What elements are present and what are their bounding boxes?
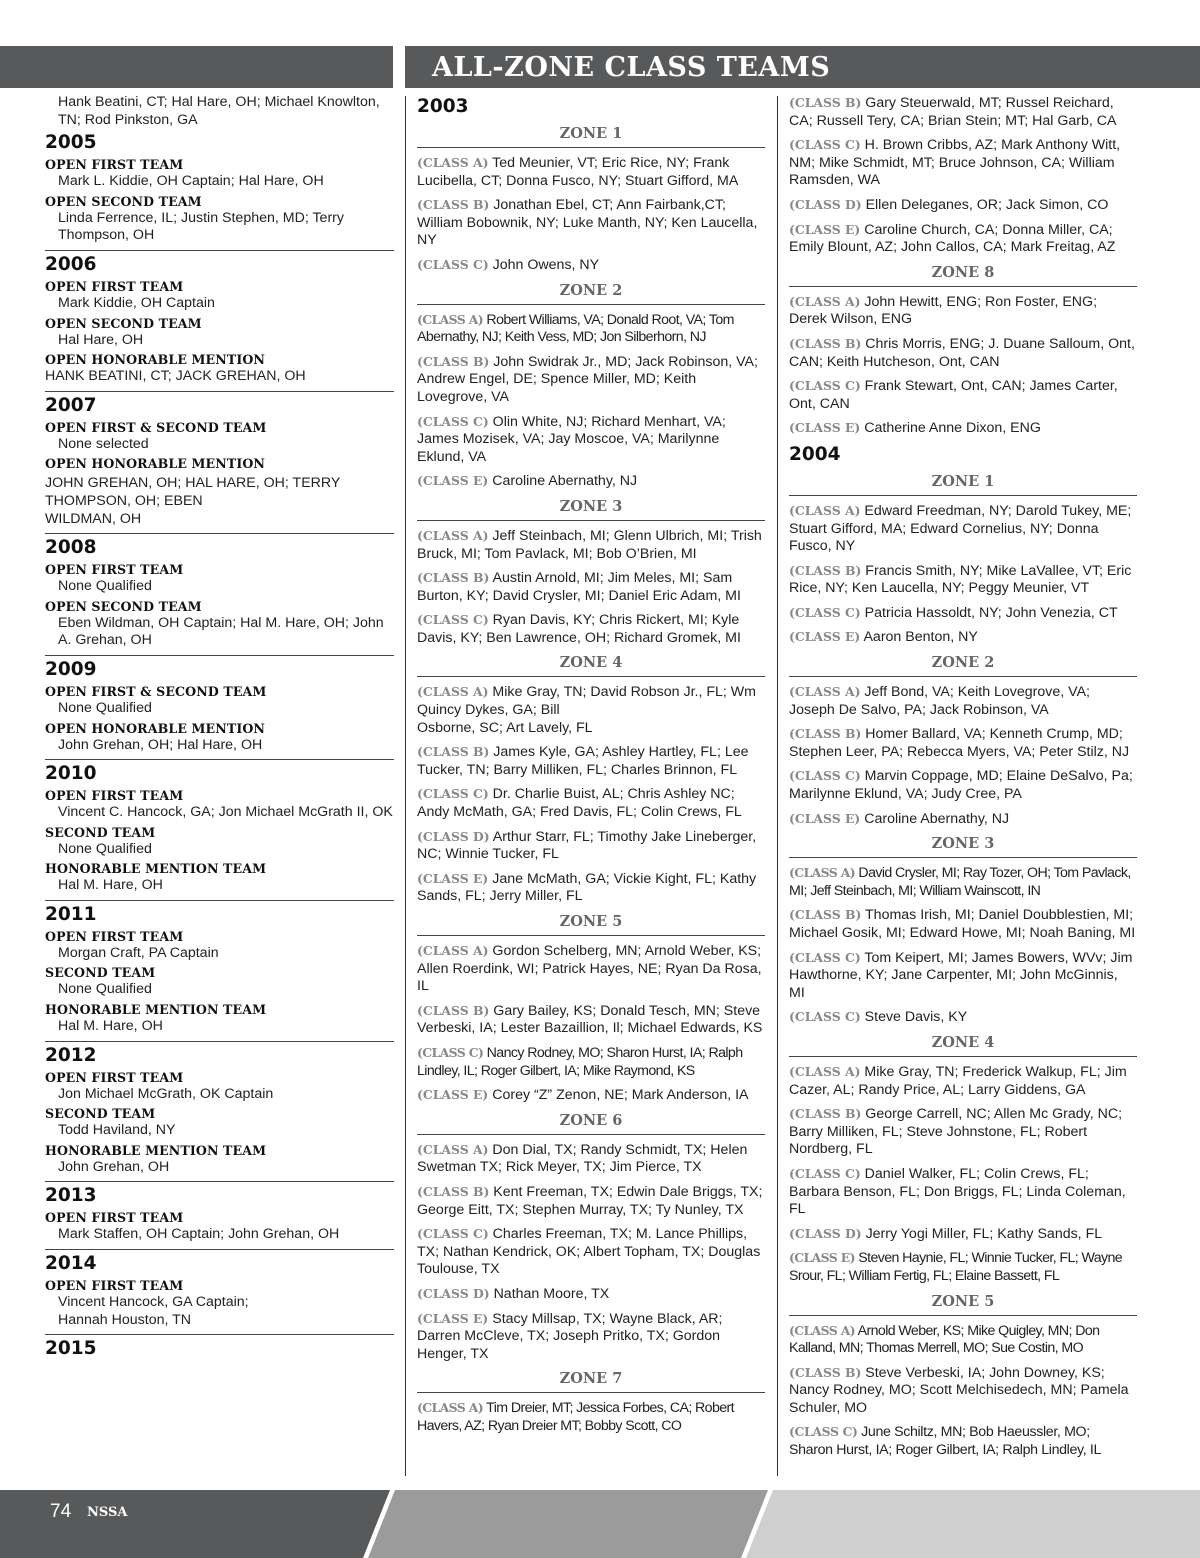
class-members: Mike Gray, TN; David Robson Jr., FL; Wm Quincy Dykes, GA; Bill <box>417 684 756 719</box>
class-label: (CLASS A) <box>417 684 489 700</box>
class-label: (CLASS E) <box>789 221 861 237</box>
class-entry <box>417 1044 765 1080</box>
class-label: (CLASS B) <box>789 95 862 110</box>
zone-heading: ZONE 3 <box>417 497 765 521</box>
team-members: Mark Staffen, OH Captain; John Grehan, OH <box>58 1226 340 1243</box>
class-members: Tim Dreier, MT; Jessica Forbes, CA; Robert Havers, AZ; Ryan Dreier MT; Bobby Scott, CO <box>417 1400 735 1434</box>
class-members: Don Dial, TX; Randy Schmidt, TX; Helen Swetman TX; Rick Meyer, TX; Jim Pierce, TX <box>417 1141 748 1176</box>
class-entry <box>417 1310 765 1364</box>
team-members: HANK BEATINI, CT; JACK GREHAN, OH <box>45 368 306 385</box>
class-entry <box>417 154 765 190</box>
class-label: (CLASS A) <box>789 865 856 881</box>
class-entry <box>789 136 1137 190</box>
team-heading: OPEN SECOND TEAM <box>45 315 202 331</box>
class-label: (CLASS B) <box>417 744 490 760</box>
class-entry <box>789 949 1137 1003</box>
class-members: Gordon Schelberg, MN; Arnold Weber, KS; Allen Roerdink, WI; Patrick Hayes, NE; Ryan Da Rosa, IL <box>417 943 762 995</box>
zone-heading: ZONE 4 <box>417 653 765 677</box>
year-heading: 2008 <box>45 537 97 559</box>
zone-heading: ZONE 2 <box>417 281 765 305</box>
class-members: Gary Bailey, KS; Donald Tesch, MN; Steve Verbeski, IA; Lester Bazaillion, Il; Michael Edwards, KS <box>417 1002 763 1037</box>
class-label: (CLASS C) <box>789 604 861 620</box>
class-members: Kent Freeman, TX; Edwin Dale Briggs, TX; George Eitt, TX; Stephen Murray, TX; Ty Nunley, TX <box>417 1183 763 1218</box>
class-label: (CLASS B) <box>417 1002 490 1018</box>
team-members: John Grehan, OH <box>58 1158 170 1175</box>
class-label: (CLASS A) <box>417 311 484 327</box>
class-label: (CLASS B) <box>417 197 490 213</box>
class-label: (CLASS D) <box>417 828 490 844</box>
class-entry <box>789 810 1137 829</box>
team-members: Linda Ferrence, IL; Justin Stephen, MD; Terry Thompson, OH <box>58 209 344 244</box>
zone-heading: ZONE 7 <box>417 1369 765 1393</box>
class-label: (CLASS C) <box>789 1424 858 1440</box>
class-members: Caroline Church, CA; Donna Miller, CA; Emily Blount, AZ; John Callos, CA; Mark Freitag, AZ <box>789 221 1116 256</box>
divider <box>45 900 394 901</box>
class-members: George Carrell, NC; Allen Mc Grady, NC; Barry Milliken, FL; Steve Johnstone, FL; Robert Nordberg, FL <box>789 1106 1123 1158</box>
year-heading: 2005 <box>45 132 97 154</box>
class-members: James Kyle, GA; Ashley Hartley, FL; Lee Tucker, TN; Barry Milliken, FL; Charles Brinnon, FL <box>417 744 749 778</box>
class-entry <box>417 1399 765 1435</box>
team-heading: OPEN FIRST TEAM <box>45 278 184 294</box>
year-heading: 2004 <box>789 443 841 465</box>
team-members: None Qualified <box>58 699 152 716</box>
team-heading: OPEN HONORABLE MENTION <box>45 352 266 368</box>
divider <box>45 250 394 251</box>
class-label: (CLASS D) <box>789 1225 862 1241</box>
year-heading: 2014 <box>45 1253 97 1275</box>
class-members: Chris Morris, ENG; J. Duane Salloum, Ont, CAN; Keith Hutcheson, Ont, CAN <box>789 335 1135 370</box>
class-entry <box>789 906 1137 942</box>
footer-band-light <box>746 1490 1200 1558</box>
team-members: Eben Wildman, OH Captain; Hal M. Hare, OH; John A. Grehan, OH <box>58 614 384 649</box>
zone-heading: ZONE 1 <box>789 472 1137 496</box>
class-entry <box>789 196 1137 215</box>
class-label: (CLASS B) <box>789 907 862 923</box>
zone-heading: ZONE 1 <box>417 124 765 148</box>
class-members: H. Brown Cribbs, AZ; Mark Anthony Witt, NM; Mike Schmidt, MT; Bruce Johnson, CA; William Ramsden, WA <box>789 137 1121 189</box>
column-2004 <box>789 94 1137 1466</box>
class-entry <box>789 864 1137 900</box>
team-heading: OPEN FIRST TEAM <box>45 1210 184 1226</box>
page-title: ALL-ZONE CLASS TEAMS <box>432 52 831 83</box>
team-members: Morgan Craft, PA Captain <box>58 944 219 961</box>
team-heading: HONORABLE MENTION TEAM <box>45 1142 267 1158</box>
divider <box>45 655 394 656</box>
class-members: Caroline Abernathy, NJ <box>492 473 638 490</box>
class-members: Frank Stewart, Ont, CAN; James Carter, Ont, CAN <box>789 378 1118 412</box>
class-members: Austin Arnold, MI; Jim Meles, MI; Sam Burton, KY; David Crysler, MI; Daniel Eric Adam, MI <box>417 570 741 604</box>
team-members: Hal Hare, OH <box>58 331 144 348</box>
class-entry <box>789 1225 1137 1244</box>
class-entry <box>789 419 1137 438</box>
class-label: (CLASS C) <box>789 768 861 784</box>
class-members: Steve Davis, KY <box>864 1009 968 1026</box>
divider <box>45 1041 394 1042</box>
class-entry <box>417 611 765 647</box>
class-entry <box>417 1225 765 1279</box>
team-members: Mark L. Kiddie, OH Captain; Hal Hare, OH <box>58 173 324 190</box>
team-heading: OPEN HONORABLE MENTION <box>45 720 266 736</box>
class-label: (CLASS A) <box>417 527 489 543</box>
class-entry <box>789 1364 1137 1418</box>
class-members: Aaron Benton, NY <box>863 629 978 646</box>
class-label: (CLASS A) <box>417 155 489 170</box>
class-entry <box>417 1285 765 1304</box>
class-members: Gary Steuerwald, MT; Russel Reichard, CA; Russell Tery, CA; Brian Stein; MT; Hal Garb, CA <box>789 95 1117 129</box>
team-heading: HONORABLE MENTION TEAM <box>45 1002 267 1018</box>
column-divider-1 <box>405 96 406 1476</box>
class-members: Ryan Davis, KY; Chris Rickert, MI; Kyle Davis, KY; Ben Lawrence, OH; Richard Gromek, MI <box>417 612 741 646</box>
class-entry <box>789 1165 1137 1219</box>
class-entry <box>789 562 1137 598</box>
class-entry <box>789 767 1137 803</box>
class-entry <box>789 94 1137 130</box>
class-entry <box>789 377 1137 413</box>
divider <box>45 759 394 760</box>
zone-heading: ZONE 8 <box>789 263 1137 287</box>
class-members: June Schiltz, MN; Bob Haeussler, MO; Sharon Hurst, IA; Roger Gilbert, IA; Ralph Lindley, IL <box>789 1424 1102 1459</box>
year-heading: 2010 <box>45 763 97 785</box>
class-label: (CLASS E) <box>789 420 861 436</box>
class-label: (CLASS B) <box>789 1106 862 1122</box>
zone-heading: ZONE 5 <box>789 1292 1137 1316</box>
class-members: Ellen Deleganes, OR; Jack Simon, CO <box>865 196 1109 213</box>
class-members: Robert Williams, VA; Donald Root, VA; Tom Abernathy, NJ; Keith Vess, MD; Jon Silberhorn, NJ <box>417 311 734 346</box>
class-entry <box>417 942 765 996</box>
year-heading: 2013 <box>45 1185 97 1207</box>
column-divider-2 <box>777 96 778 1476</box>
class-members: Olin White, NJ; Richard Menhart, VA; James Mozisek, VA; Jay Moscoe, VA; Marilynne Eklund, VA <box>417 413 726 465</box>
class-entry <box>789 683 1137 719</box>
zone-heading: ZONE 3 <box>789 834 1137 858</box>
class-members: Arnold Weber, KS; Mike Quigley, MN; Don Kalland, MN; Thomas Merrell, MO; Sue Costin, MO <box>789 1322 1100 1357</box>
class-members: Thomas Irish, MI; Daniel Doubblestien, MI; Michael Gosik, MI; Edward Howe, MI; Noah Baning, MI <box>789 907 1136 941</box>
class-members: Patricia Hassoldt, NY; John Venezia, CT <box>864 604 1118 621</box>
team-heading: OPEN FIRST TEAM <box>45 928 184 944</box>
class-label: (CLASS E) <box>417 473 489 489</box>
team-members: John Grehan, OH; Hal Hare, OH <box>58 736 263 753</box>
zone-heading: ZONE 2 <box>789 653 1137 677</box>
publication-name: NSSA <box>87 1505 128 1520</box>
class-label: (CLASS C) <box>417 256 489 272</box>
team-heading: OPEN FIRST & SECOND TEAM <box>45 419 267 435</box>
class-label: (CLASS A) <box>789 1322 856 1338</box>
header-bar-left <box>0 46 393 88</box>
class-members: Daniel Walker, FL; Colin Crews, FL; Barbara Benson, FL; Don Briggs, FL; Linda Coleman, FL <box>789 1165 1126 1218</box>
class-label: (CLASS E) <box>789 810 861 826</box>
team-members: None selected <box>58 435 149 452</box>
zone-heading: ZONE 6 <box>417 1111 765 1135</box>
class-label: (CLASS A) <box>789 502 861 518</box>
class-members: Arthur Starr, FL; Timothy Jake Lineberger, NC; Winnie Tucker, FL <box>417 828 757 863</box>
team-heading: SECOND TEAM <box>45 965 156 981</box>
zone-heading: ZONE 4 <box>789 1033 1137 1057</box>
class-label: (CLASS E) <box>417 1087 489 1103</box>
class-members: Jonathan Ebel, CT; Ann Fairbank,CT; William Bobownik, NY; Luke Manth, NY; Ken Laucella, NY <box>417 197 758 249</box>
class-label: (CLASS C) <box>789 137 861 153</box>
team-members: Todd Haviland, NY <box>58 1122 176 1139</box>
class-members: Jeff Steinbach, MI; Glenn Ulbrich, MI; Trish Bruck, MI; Tom Pavlack, MI; Bob O’Brien, MI <box>417 527 762 562</box>
class-entry <box>789 1249 1137 1285</box>
team-heading: SECOND TEAM <box>45 824 156 840</box>
class-members: Jerry Yogi Miller, FL; Kathy Sands, FL <box>865 1225 1103 1242</box>
team-heading: HONORABLE MENTION TEAM <box>45 861 267 877</box>
team-members: JOHN GREHAN, OH; HAL HARE, OH; TERRY THOMPSON, OH; EBEN <box>45 475 341 509</box>
class-label: (CLASS A) <box>789 293 861 309</box>
year-heading: 2003 <box>417 96 469 117</box>
class-entry <box>789 221 1137 257</box>
year-heading: 2009 <box>45 658 97 680</box>
class-members: Caroline Abernathy, NJ <box>864 810 1010 827</box>
class-entry <box>789 628 1137 647</box>
class-label: (CLASS C) <box>417 612 489 628</box>
divider <box>45 1181 394 1182</box>
team-members: None Qualified <box>58 981 152 998</box>
class-members: Jane McMath, GA; Vickie Kight, FL; Kathy Sands, FL; Jerry Miller, FL <box>417 870 757 905</box>
class-entry <box>789 1063 1137 1099</box>
team-members: Hannah Houston, TN <box>58 1311 192 1328</box>
class-entry <box>789 604 1137 623</box>
team-members: Mark Kiddie, OH Captain <box>58 294 215 311</box>
class-label: (CLASS A) <box>417 1141 489 1157</box>
class-members: Mike Gray, TN; Frederick Walkup, FL; Jim Cazer, AL; Randy Price, AL; Larry Giddens, GA <box>789 1063 1127 1098</box>
team-heading: OPEN HONORABLE MENTION <box>45 456 266 472</box>
class-members: Jeff Bond, VA; Keith Lovegrove, VA; Joseph De Salvo, PA; Jack Robinson, VA <box>789 684 1090 718</box>
class-members: Stacy Millsap, TX; Wayne Black, AR; Darren McCleve, TX; Joseph Pritko, TX; Gordon Henger, TX <box>417 1310 723 1362</box>
class-entry <box>417 785 765 821</box>
class-entry <box>417 311 765 347</box>
class-label: (CLASS B) <box>417 570 490 586</box>
class-entry <box>417 683 765 737</box>
class-entry <box>417 1002 765 1038</box>
class-entry <box>789 1423 1137 1459</box>
class-members: Tom Keipert, MI; James Bowers, WVv; Jim Hawthorne, KY; Jane Carpenter, MI; John McGinnis, MI <box>789 949 1133 1001</box>
class-entry <box>417 743 765 779</box>
class-label: (CLASS C) <box>417 1044 484 1060</box>
continued-names: Hank Beatini, CT; Hal Hare, OH; Michael Knowlton, TN; Rod Pinkston, GA <box>58 94 380 128</box>
class-label: (CLASS B) <box>789 562 862 578</box>
zone-heading: ZONE 5 <box>417 912 765 936</box>
class-entry <box>417 828 765 864</box>
class-members: Charles Freeman, TX; M. Lance Phillips, TX; Nathan Kendrick, OK; Albert Topham, TX; Douglas Toulouse, TX <box>417 1226 761 1278</box>
team-members: Jon Michael McGrath, OK Captain <box>58 1085 274 1102</box>
class-label: (CLASS B) <box>417 1183 490 1199</box>
class-members: Osborne, SC; Art Lavely, FL <box>417 719 593 736</box>
class-entry <box>417 413 765 467</box>
class-entry <box>417 1183 765 1219</box>
team-heading: OPEN SECOND TEAM <box>45 193 202 209</box>
class-members: Corey “Z” Zenon, NE; Mark Anderson, IA <box>492 1087 749 1104</box>
class-members: Steve Verbeski, IA; John Downey, KS; Nancy Rodney, MO; Scott Melchisedech, MN; Pamela Schuler, MO <box>789 1364 1129 1416</box>
class-label: (CLASS A) <box>417 1400 484 1416</box>
column-open-teams <box>45 94 394 1363</box>
class-label: (CLASS B) <box>789 1364 862 1380</box>
class-entry <box>417 527 765 563</box>
class-label: (CLASS A) <box>417 943 489 958</box>
class-entry <box>417 1141 765 1177</box>
class-entry <box>417 1086 765 1105</box>
team-members: Vincent C. Hancock, GA; Jon Michael McGrath II, OK <box>58 804 393 821</box>
team-heading: OPEN FIRST TEAM <box>45 1069 184 1085</box>
team-members: Hal M. Hare, OH <box>58 877 163 894</box>
class-label: (CLASS E) <box>417 870 489 886</box>
divider <box>45 391 394 392</box>
class-entry <box>789 725 1137 761</box>
class-label: (CLASS E) <box>789 1250 855 1266</box>
class-entry <box>789 293 1137 329</box>
class-entry <box>417 870 765 906</box>
class-label: (CLASS C) <box>789 949 861 965</box>
class-label: (CLASS C) <box>789 378 861 394</box>
class-members: Steven Haynie, FL; Winnie Tucker, FL; Wayne Srour, FL; William Fertig, FL; Elaine Bassett, FL <box>789 1250 1123 1284</box>
class-entry <box>789 1105 1137 1159</box>
class-entry <box>789 1322 1137 1358</box>
class-label: (CLASS D) <box>789 196 862 212</box>
class-label: (CLASS B) <box>789 335 862 351</box>
class-members: Nathan Moore, TX <box>493 1285 610 1302</box>
team-members: WILDMAN, OH <box>45 510 142 527</box>
team-heading: OPEN FIRST TEAM <box>45 562 184 578</box>
class-label: (CLASS C) <box>417 786 489 802</box>
page-number: 74 <box>50 1501 72 1522</box>
class-label: (CLASS B) <box>417 353 490 369</box>
team-members: None Qualified <box>58 578 152 595</box>
class-label: (CLASS D) <box>417 1285 490 1301</box>
team-members: Hal M. Hare, OH <box>58 1018 163 1035</box>
class-members: Homer Ballard, VA; Kenneth Crump, MD; Stephen Leer, PA; Rebecca Myers, VA; Peter Stilz, NJ <box>789 726 1130 760</box>
class-label: (CLASS C) <box>789 1009 861 1025</box>
year-heading: 2007 <box>45 394 97 416</box>
class-label: (CLASS C) <box>417 413 489 429</box>
class-label: (CLASS C) <box>789 1165 861 1181</box>
class-label: (CLASS E) <box>417 1310 489 1326</box>
footer-band-mid <box>368 1490 768 1558</box>
class-entry <box>417 196 765 250</box>
class-entry <box>417 569 765 605</box>
class-label: (CLASS A) <box>789 1063 861 1079</box>
class-entry <box>789 1008 1137 1027</box>
class-entry <box>789 502 1137 556</box>
class-entry <box>417 472 765 491</box>
team-members: Vincent Hancock, GA Captain; <box>58 1294 249 1311</box>
class-members: Francis Smith, NY; Mike LaVallee, VT; Eric Rice, NY; Ken Laucella, NY; Peggy Meunier, VT <box>789 562 1132 597</box>
class-members: John Owens, NY <box>492 256 600 273</box>
team-heading: OPEN SECOND TEAM <box>45 598 202 614</box>
class-members: Ted Meunier, VT; Eric Rice, NY; Frank Lucibella, CT; Donna Fusco, NY; Stuart Gifford, MA <box>417 155 739 189</box>
column-2003 <box>417 94 765 1441</box>
class-label: (CLASS A) <box>789 684 861 700</box>
class-entry <box>789 335 1137 371</box>
class-members: Catherine Anne Dixon, ENG <box>864 420 1041 437</box>
class-members: Nancy Rodney, MO; Sharon Hurst, IA; Ralph Lindley, IL; Roger Gilbert, IA; Mike Raymond, KS <box>417 1044 743 1079</box>
class-entry <box>417 353 765 407</box>
class-members: David Crysler, MI; Ray Tozer, OH; Tom Pavlack, MI; Jeff Steinbach, MI; William Wainscott, IN <box>789 865 1131 899</box>
team-members: None Qualified <box>58 840 152 857</box>
year-heading: 2012 <box>45 1044 97 1066</box>
class-members: Dr. Charlie Buist, AL; Chris Ashley NC; Andy McMath, GA; Fred Davis, FL; Colin Crews, FL <box>417 786 742 821</box>
divider <box>45 533 394 534</box>
class-label: (CLASS C) <box>417 1226 489 1242</box>
class-members: John Hewitt, ENG; Ron Foster, ENG; Derek Wilson, ENG <box>789 293 1098 328</box>
class-members: John Swidrak Jr., MD; Jack Robinson, VA; Andrew Engel, DE; Spence Miller, MD; Keith Lovegrove, VA <box>417 353 758 405</box>
class-label: (CLASS B) <box>789 726 862 742</box>
team-heading: OPEN FIRST TEAM <box>45 1278 184 1294</box>
team-heading: OPEN FIRST TEAM <box>45 157 184 173</box>
year-heading: 2011 <box>45 903 97 925</box>
team-heading: OPEN FIRST TEAM <box>45 788 184 804</box>
year-heading: 2015 <box>45 1338 97 1360</box>
team-heading: SECOND TEAM <box>45 1106 156 1122</box>
class-members: Marvin Coppage, MD; Elaine DeSalvo, Pa; Marilynne Eklund, VA; Judy Cree, PA <box>789 768 1133 803</box>
team-heading: OPEN FIRST & SECOND TEAM <box>45 683 267 699</box>
class-members: Edward Freedman, NY; Darold Tukey, ME; Stuart Gifford, MA; Edward Cornelius, NY; Donna Fusco, NY <box>789 502 1132 555</box>
divider <box>45 1249 394 1250</box>
class-entry <box>417 256 765 275</box>
year-heading: 2006 <box>45 253 97 275</box>
divider <box>45 1334 394 1335</box>
class-label: (CLASS E) <box>789 629 861 645</box>
